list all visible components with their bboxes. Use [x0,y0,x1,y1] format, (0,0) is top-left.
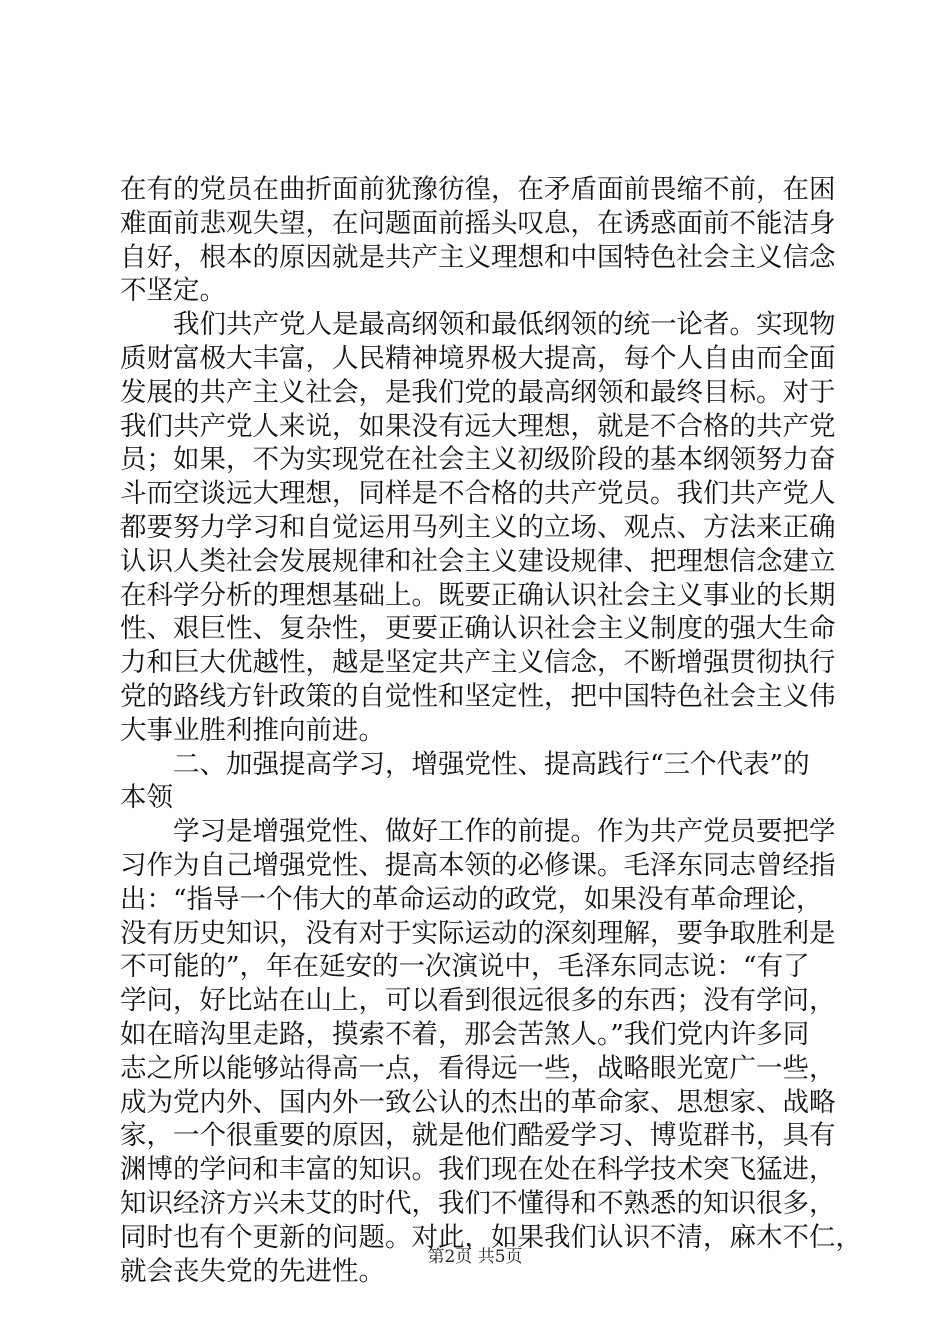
text-line: 志之所以能够站得高一点，看得远一些，战略眼光宽广一些， [120,1052,836,1084]
text-line: 力和巨大优越性，越是坚定共产主义信念，不断增强贯彻执行 [120,647,836,679]
text-line: 性、艰巨性、复杂性，更要正确认识社会主义制度的强大生命 [120,613,836,645]
text-line: 不可能的”，年在延安的一次演说中，毛泽东同志说：“有了 [120,951,810,983]
text-line: 习作为自己增强党性、提高本领的必修课。毛泽东同志曾经指 [120,849,836,881]
text-line: 我们共产党人来说，如果没有远大理想，就是不合格的共产党 [120,410,836,442]
text-line: 没有历史知识，没有对于实际运动的深刻理解，要争取胜利是 [120,917,836,949]
text-line: 渊博的学问和丰富的知识。我们现在处在科学技术突飞猛进， [120,1154,836,1186]
text-line: 本领 [120,782,173,814]
text-line: 在科学分析的理想基础上。既要正确认识社会主义事业的长期 [120,579,836,611]
text-line: 学问，好比站在山上，可以看到很远很多的东西；没有学问， [120,985,836,1017]
text-line: 都要努力学习和自觉运用马列主义的立场、观点、方法来正确 [120,511,836,543]
paragraph [120,815,862,1288]
paragraph [120,173,840,308]
text-line: 二、加强提高学习，增强党性、提高践行“三个代表”的 [173,748,810,780]
body-text [120,173,862,1288]
text-line: 员；如果，不为实现党在社会主义初级阶段的基本纲领努力奋 [120,444,836,476]
text-line: 同时也有个更新的问题。对此，如果我们认识不清，麻木不仁， [120,1221,862,1253]
paragraph [120,308,840,747]
text-line: 自好，根本的原因就是共产主义理想和中国特色社会主义信念 [120,241,836,273]
text-line: 家，一个很重要的原因，就是他们酷爱学习、博览群书，具有 [120,1120,836,1152]
text-line: 质财富极大丰富，人民精神境界极大提高，每个人自由而全面 [120,342,836,374]
text-line: 就会丧失党的先进性。 [120,1255,385,1287]
text-line: 不坚定。 [120,275,226,307]
text-line: 大事业胜利推向前进。 [120,714,385,746]
text-line: 认识人类社会发展规律和社会主义建设规律、把理想信念建立 [120,545,836,577]
text-line: 出：“指导一个伟大的革命运动的政党，如果没有革命理论， [120,883,823,915]
text-line: 我们共产党人是最高纲领和最低纲领的统一论者。实现物 [173,309,836,341]
text-line: 成为党内外、国内外一致公认的杰出的革命家、思想家、战略 [120,1086,836,1118]
text-line: 知识经济方兴未艾的时代，我们不懂得和不熟悉的知识很多， [120,1187,836,1219]
text-line: 难面前悲观失望，在问题面前摇头叹息，在诱惑面前不能洁身 [120,207,836,239]
text-line: 党的路线方针政策的自觉性和坚定性，把中国特色社会主义伟 [120,680,836,712]
text-line: 发展的共产主义社会，是我们党的最高纲领和最终目标。对于 [120,376,836,408]
paragraph [120,748,840,816]
text-line: 在有的党员在曲折面前犹豫彷徨，在矛盾面前畏缩不前，在困 [120,174,836,205]
page-footer: 第2页 共5页 [427,1247,523,1267]
text-line: 学习是增强党性、做好工作的前提。作为共产党员要把学 [173,816,836,848]
text-line: 如在暗沟里走路，摸索不着，那会苦煞人。”我们党内许多同 [120,1018,810,1050]
text-line: 斗而空谈远大理想，同样是不合格的共产党员。我们共产党人 [120,478,836,510]
